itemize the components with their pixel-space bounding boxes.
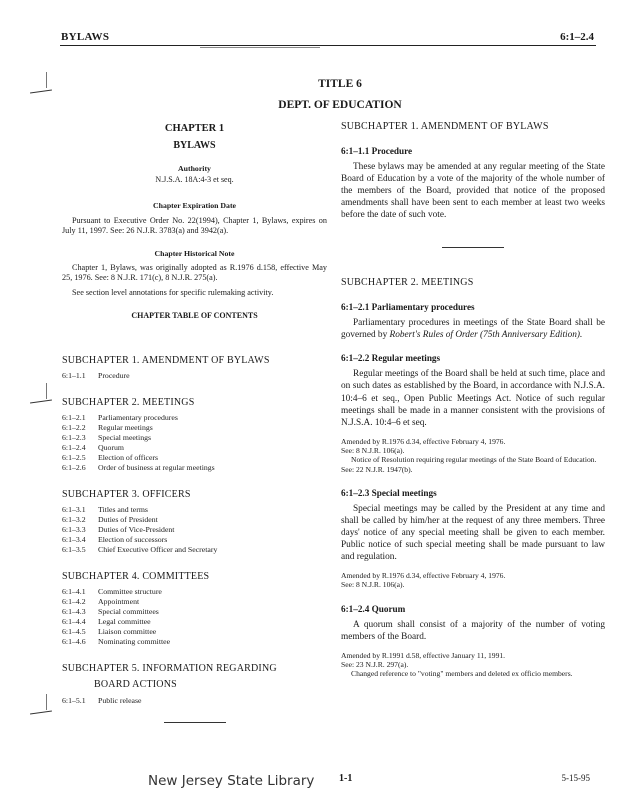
toc-entry [62,535,327,545]
toc-entry-number: 6:1–5.1 [62,695,86,705]
toc-entry-number: 6:1–4.3 [62,607,86,617]
right-column [341,120,605,693]
margin-mark [30,710,52,714]
toc-entry [62,587,327,597]
toc-entry [62,696,327,706]
section-6-1-2-1-text [341,317,605,341]
margin-tick [46,383,47,399]
toc-section-list [62,371,327,381]
section-6-1-2-3-heading: 6:1–2.3 Special meetings [341,487,437,498]
history-line: See: 8 N.J.R. 106(a). [341,446,405,456]
toc-entry-number: 6:1–4.2 [62,597,86,607]
toc-entry [62,597,327,607]
section-6-1-2-3-text: Special meetings may be called by the President at any time and shall be called by him/her at the request of any three members. Three days' notice of any special meeting shall be given to each member. Public notice of such special meeting shall be made pursuant to law and regulation. [341,503,605,563]
expiration-text: Pursuant to Executive Order No. 22(1994), Chapter 1, Bylaws, expires on July 11, 1997. See: 26 N.J.R. 3783(a) and 3942(a). [62,215,327,235]
expiration-heading: Chapter Expiration Date [152,201,237,211]
toc-entry [62,617,327,627]
toc-entry [62,371,327,381]
toc-entry-title: Parliamentary procedures [98,413,178,423]
page-number: 1-1 [339,773,353,784]
toc-entry-number: 6:1–3.1 [62,505,86,515]
toc-subchapter-heading: SUBCHAPTER 4. COMMITTEES [62,571,210,583]
toc-section-list [62,696,327,706]
toc-entry-title: Legal committee [98,617,151,627]
toc-entry-title: Election of successors [98,535,168,545]
toc-entry [62,627,327,637]
toc-entry [62,637,327,647]
section-6-1-2-4-text: A quorum shall consist of a majority of the number of voting members of the Board. [341,619,605,642]
history-line: See: 22 N.J.R. 1947(b). [341,464,413,474]
running-header-title: BYLAWS [61,31,110,43]
left-column [62,120,327,723]
toc-entry-title: Titles and terms [98,505,148,515]
toc-section-list [62,505,327,555]
toc-heading: CHAPTER TABLE OF CONTENTS [131,311,258,321]
toc-entry-title: Chief Executive Officer and Secretary [98,545,218,555]
margin-mark [30,399,52,403]
toc-entry-title: Special meetings [98,433,152,443]
section-6-1-2-1-text-body: Parliamentary procedures in meetings of the State Board shall be governed by [341,318,605,341]
toc-entry [62,463,327,473]
toc-entry-title: Public release [98,695,142,705]
toc-entry [62,545,327,555]
section-6-1-2-1-heading: 6:1–2.1 Parliamentary procedures [341,302,475,313]
toc-entry-title: Quorum [98,443,124,453]
section-6-1-1-1-text: These bylaws may be amended at any regular meeting of the State Board of Education by a vote of the majority of the whole number of the members of the Board, provided that notice of the proposed amendments shall have been sent to each member at least two weeks before the date of such vote. [341,161,605,221]
historical-text: Chapter 1, Bylaws, was originally adopted as R.1976 d.158, effective May 25, 1976. See: 8 N.J.R. 171(c), 8 N.J.R. 275(a). [62,263,327,283]
historical-heading: Chapter Historical Note [154,248,235,258]
toc-entry [62,443,327,453]
toc-entry-number: 6:1–2.2 [62,423,86,433]
section-6-1-2-4-history [341,651,605,679]
toc-entry [62,607,327,617]
authority-heading: Authority [178,163,211,173]
toc-entry [62,433,327,443]
section-6-1-2-2-text: Regular meetings of the Board shall be held at such time, place and on such dates as established by the Board, in accordance with N.J.S.A. 10:4–6 et seq., Open Public Meetings Act. Notice of such regular meetings shall be made in a manner consistent with the provisions of N.J.S.A. 10:4–6 et seq. [341,369,605,428]
section-6-1-2-1-citation: Robert's Rules of Order (75th Anniversary Edition). [389,330,583,341]
toc-subchapter-heading: SUBCHAPTER 2. MEETINGS [62,397,195,409]
margin-mark [30,89,52,93]
toc-entry-title: Special committees [98,607,159,617]
toc-entry-number: 6:1–2.3 [62,433,86,443]
toc-entry-title: Order of business at regular meetings [98,463,215,473]
toc-entry-number: 6:1–4.1 [62,587,86,597]
toc-entry-number: 6:1–4.5 [62,627,86,637]
header-rule [60,45,596,46]
history-line: Notice of Resolution requiring regular meetings of the State Board of Education. [351,455,597,465]
history-line: See: 23 N.J.R. 297(a). [341,660,409,669]
toc-entry-number: 6:1–1.1 [62,371,86,381]
toc-entry-title: Regular meetings [98,423,153,433]
chapter-title: BYLAWS [173,139,216,151]
toc-entry-number: 6:1–2.1 [62,413,86,423]
margin-tick [46,694,47,710]
running-header-section: 6:1–2.4 [560,31,594,43]
toc-entry-title: Procedure [98,371,130,381]
toc-subchapter-heading-cont: BOARD ACTIONS [94,679,177,691]
toc-entry [62,505,327,515]
toc-entry-title: Duties of President [98,515,158,525]
revision-date: 5-15-95 [561,773,590,783]
header-rule-faint [200,47,320,48]
library-stamp: New Jersey State Library [148,773,315,789]
toc-entry-title: Appointment [98,597,140,607]
history-line: Amended by R.1991 d.58, effective January 11, 1991. [341,650,506,660]
section-6-1-2-3-history [341,571,605,590]
history-line: Amended by R.1976 d.34, effective February 4, 1976. [341,571,506,581]
section-6-1-2-2-history [341,437,605,474]
section-6-1-2-2-heading: 6:1–2.2 Regular meetings [341,353,441,364]
toc-entry [62,525,327,535]
section-6-1-2-4-heading: 6:1–2.4 Quorum [341,603,406,614]
chapter-heading: CHAPTER 1 [164,123,225,134]
toc-entry-title: Nominating committee [98,637,171,647]
toc-entry-number: 6:1–3.3 [62,525,86,535]
table-of-contents [62,355,327,706]
toc-entry-number: 6:1–2.5 [62,453,86,463]
subchapter-1-heading: SUBCHAPTER 1. AMENDMENT OF BYLAWS [341,121,549,132]
toc-subchapter-heading: SUBCHAPTER 1. AMENDMENT OF BYLAWS [62,354,270,366]
toc-entry-number: 6:1–3.4 [62,535,86,545]
toc-entry [62,453,327,463]
toc-section-list [62,413,327,473]
history-line: Amended by R.1976 d.34, effective February 4, 1976. [341,436,506,446]
subchapter-2-heading: SUBCHAPTER 2. MEETINGS [341,277,474,289]
subchapter-divider [442,247,504,248]
authority-text: N.J.S.A. 18A:4-3 et seq. [155,175,234,185]
toc-end-rule [164,722,226,723]
toc-subchapter-heading: SUBCHAPTER 5. INFORMATION REGARDING [62,663,277,675]
toc-entry-title: Committee structure [98,587,162,597]
toc-entry [62,413,327,423]
toc-entry-number: 6:1–4.4 [62,617,86,627]
toc-subchapter-heading: SUBCHAPTER 3. OFFICERS [62,489,191,501]
toc-entry-number: 6:1–2.6 [62,463,86,473]
toc-entry-number: 6:1–2.4 [62,443,86,453]
toc-entry-title: Election of officers [98,453,159,463]
toc-entry-number: 6:1–3.5 [62,545,86,555]
toc-entry [62,515,327,525]
toc-entry-number: 6:1–3.2 [62,515,86,525]
toc-entry-title: Liaison committee [98,627,157,637]
toc-entry [62,423,327,433]
toc-section-list [62,587,327,647]
history-line: Changed reference to "voting" members and deleted ex officio members. [351,669,573,679]
toc-entry-title: Duties of Vice-President [98,525,175,535]
title-number: TITLE 6 [318,78,362,90]
section-6-1-1-1-heading: 6:1–1.1 Procedure [341,146,413,156]
toc-entry-number: 6:1–4.6 [62,637,86,647]
title-department: DEPT. OF EDUCATION [278,99,402,111]
see-note: See section level annotations for specific rulemaking activity. [72,288,274,298]
history-line: See: 8 N.J.R. 106(a). [341,580,405,590]
